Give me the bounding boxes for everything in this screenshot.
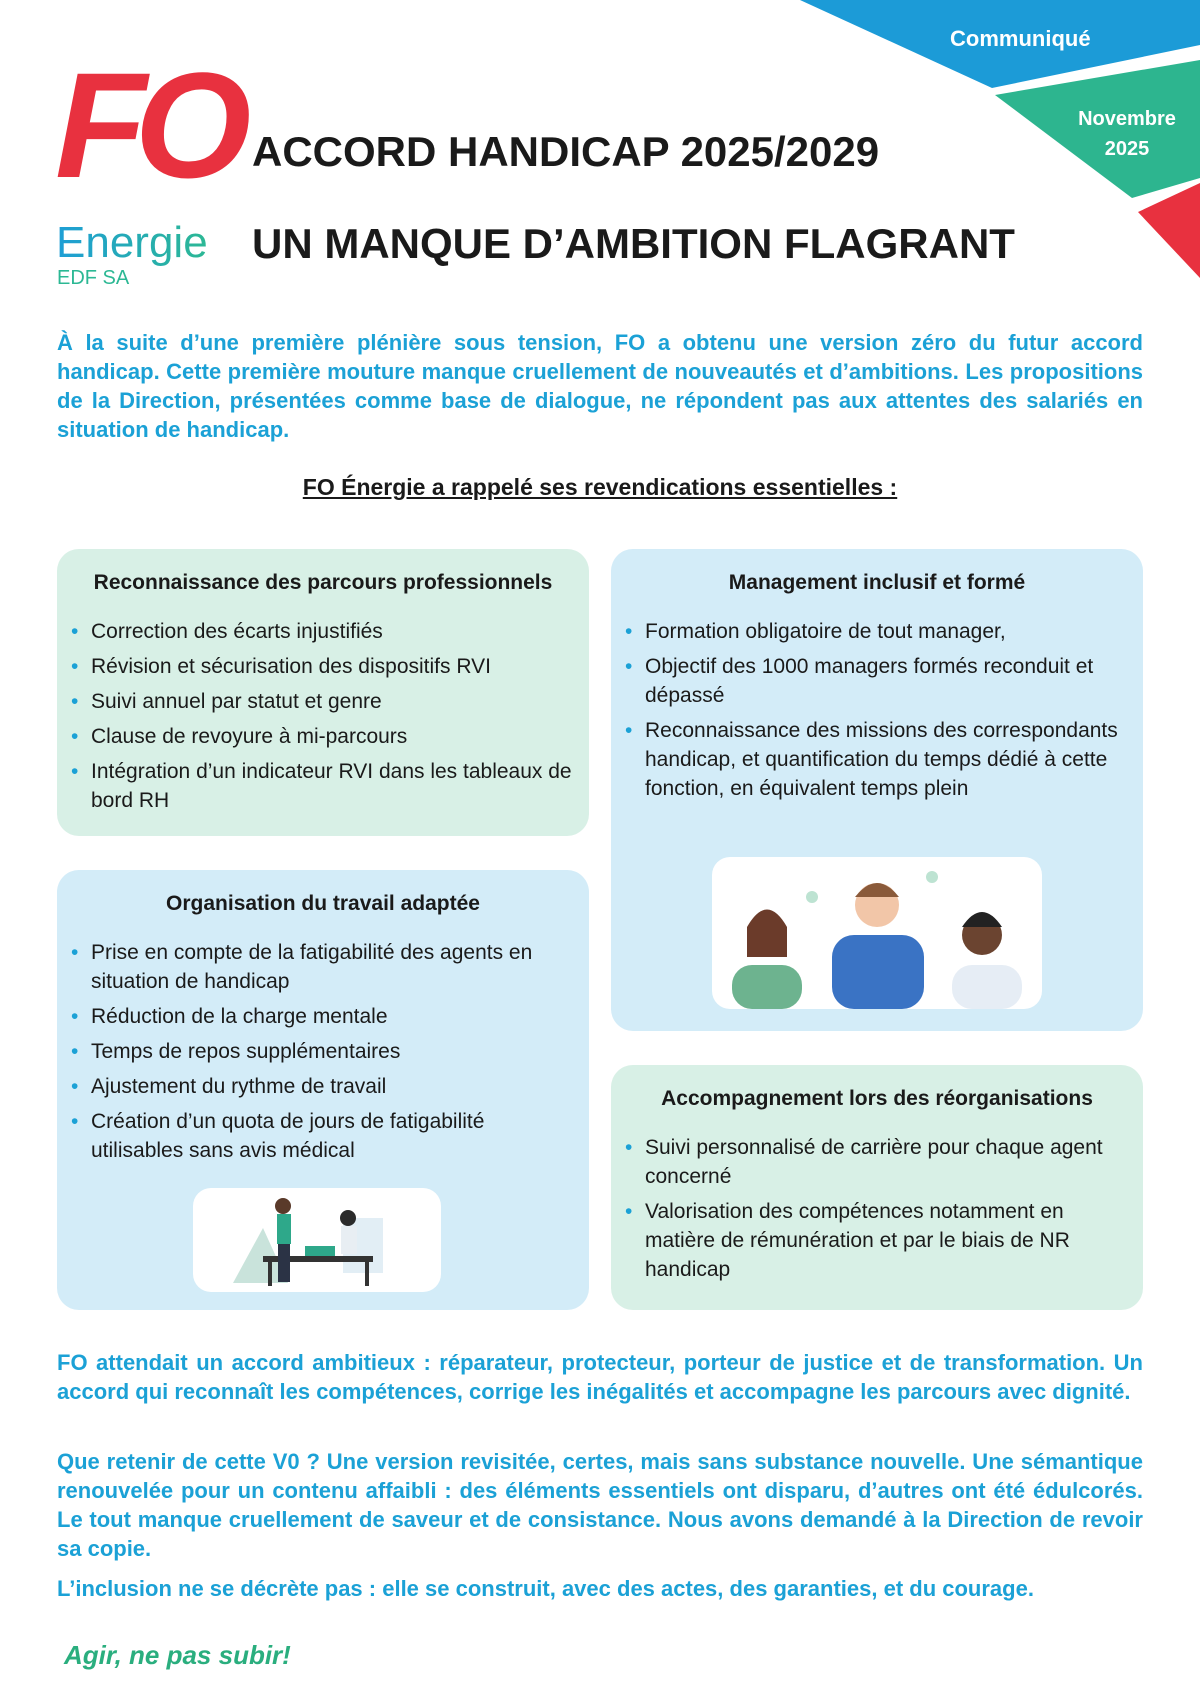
- list-item: • Révision et sécurisation des dispositifs RVI: [71, 652, 575, 681]
- list-item: • Ajustement du rythme de travail: [71, 1072, 575, 1101]
- box-management: [611, 549, 1143, 1031]
- box-accompagnement: [611, 1065, 1143, 1310]
- subtitle: FO Énergie a rappelé ses revendications essentielles :: [302, 474, 898, 500]
- edf-sa-logo: EDF SA: [57, 267, 130, 289]
- list-item: • Prise en compte de la fatigabilité des agents en situation de handicap: [71, 938, 575, 996]
- box-title: Organisation du travail adaptée: [166, 892, 480, 915]
- list-item: • Intégration d’un indicateur RVI dans les tableaux de bord RH: [71, 757, 575, 815]
- list-item: • Suivi personnalisé de carrière pour chaque agent concerné: [625, 1133, 1129, 1191]
- box-title: Accompagnement lors des réorganisations: [661, 1087, 1093, 1110]
- conclusion-paragraph-1: FO attendait un accord ambitieux : réparateur, protecteur, porteur de justice et de transformation. Un accord qui reconnaît les compétences, corrige les inégalités et accompagne les parcours avec dignité.: [57, 1350, 1143, 1404]
- list-item: • Suivi annuel par statut et genre: [71, 687, 575, 716]
- list-item: • Réduction de la charge mentale: [71, 1002, 575, 1031]
- list-item: • Reconnaissance des missions des correspondants handicap, et quantification du temps dédié à cette fonction, en équivalent temps plein: [625, 716, 1129, 803]
- conclusion-paragraph-3: L’inclusion ne se décrète pas : elle se construit, avec des actes, des garanties, et du courage.: [57, 1576, 1034, 1601]
- energie-logo: Energie: [56, 218, 208, 267]
- communique-label: Communiqué: [950, 26, 1091, 51]
- title-line2: UN MANQUE D’AMBITION FLAGRANT: [252, 220, 1015, 267]
- intro-paragraph: À la suite d’une première plénière sous tension, FO a obtenu une version zéro du futur accord handicap. Cette première mouture manque cruellement de nouveautés et d’ambitions. Les propositions de la Direction, présentées comme base de dialogue, ne répondent pas aux attentes des salariés en situation de handicap.: [57, 330, 1143, 442]
- slogan: Agir, ne pas subir!: [64, 1640, 291, 1670]
- list-item: • Temps de repos supplémentaires: [71, 1037, 575, 1066]
- conclusion-paragraph-2: Que retenir de cette V0 ? Une version revisitée, certes, mais sans substance nouvelle. Une sémantique renouvelée pour un contenu affaibli : des éléments essentiels ont disparu, d’autres ont été édulcorés. Le tout manque cruellement de saveur et de consistance. Nous avons demandé à la Direction de revoir sa copie.: [57, 1449, 1143, 1561]
- list-item: • Formation obligatoire de tout manager,: [625, 617, 1129, 646]
- date-label: Novembre 2025: [1078, 108, 1176, 160]
- people-illustration: [712, 857, 1042, 1009]
- list-item: • Valorisation des compétences notamment en matière de rémunération et par le biais de NR handicap: [625, 1197, 1129, 1284]
- list-item: • Correction des écarts injustifiés: [71, 617, 575, 646]
- box-title: Reconnaissance des parcours professionnels: [93, 571, 553, 594]
- box-organisation: [57, 870, 589, 1310]
- list-item: • Objectif des 1000 managers formés reconduit et dépassé: [625, 652, 1129, 710]
- list-item: • Clause de revoyure à mi-parcours: [71, 722, 575, 751]
- list-item: • Création d’un quota de jours de fatigabilité utilisables sans avis médical: [71, 1107, 575, 1165]
- title-line1: ACCORD HANDICAP 2025/2029: [252, 128, 880, 175]
- office-illustration: [193, 1188, 441, 1292]
- box-title: Management inclusif et formé: [728, 571, 1026, 594]
- fo-logo: FO: [55, 41, 240, 209]
- box-reconnaissance: [57, 549, 589, 836]
